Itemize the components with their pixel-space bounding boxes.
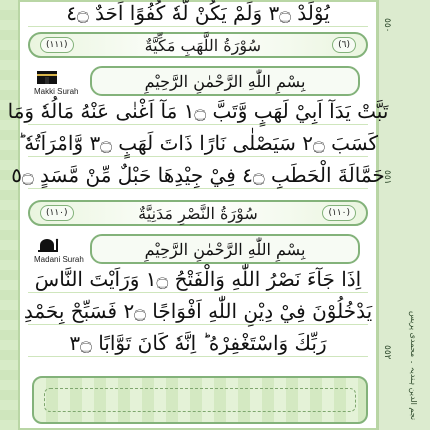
bismillah-box (90, 234, 360, 264)
revelation-place (28, 235, 90, 264)
surah-ayah-count-badge: (١١١) (40, 37, 74, 53)
surah-ayah-count-badge: (١١٠) (40, 205, 74, 221)
revelation-place (28, 67, 90, 96)
ayah-text: رَبِّكَ وَاسْتَغْفِرْهُ ؕ اِنَّهٗ كَانَ تَوَّابًا ۝٣ (69, 331, 327, 355)
surah-title: سُوْرَةُ النَّصْرِ مَدَنِيَّةٌ (138, 203, 258, 223)
bismillah-row-111 (28, 64, 368, 98)
surah-title: سُوْرَةُ اللَّهَبِ مَكِّيَّةٌ (144, 35, 262, 55)
side-number-bottom: ٥٥٢ (382, 345, 392, 360)
surah-number-badge: (١١٠) (322, 205, 356, 221)
margin-vertical-note: نجم الدين ہندیہ ۔ محمدی پریس (409, 310, 418, 420)
ayah-line (7, 98, 389, 125)
surah-header-110 (28, 200, 368, 226)
surah-number-badge: (٦) (332, 37, 356, 53)
ayah-text: تَبَّتْ يَدَآ اَبِيْ لَهَبٍ وَّتَبَّ ۝١ مَآ اَغْنٰى عَنْهُ مَالُهٗ وَمَا (7, 99, 389, 123)
mosque-icon (34, 235, 60, 253)
ayah-text: يُوْلَدْ ۝٣ وَلَمْ يَكُنْ لَّهٗ كُفُوًا اَحَدٌ ۝٤ (66, 1, 330, 25)
kaaba-icon (34, 67, 60, 85)
ayah-line (28, 330, 368, 357)
bottom-ornament (32, 376, 368, 424)
surah-header-111 (28, 32, 368, 58)
ayah-text: اِذَا جَآءَ نَصْرُ اللّٰهِ وَالْفَتْحُ ۝١ وَرَاَيْتَ النَّاسَ (34, 267, 362, 291)
side-number-top: ٥٥٠ (382, 18, 392, 33)
revelation-place-label: Madani Surah (34, 254, 84, 264)
bismillah-row-110 (28, 232, 368, 266)
bismillah-text: بِسْمِ اللّٰهِ الرَّحْمٰنِ الرَّحِيْمِ (144, 239, 306, 259)
left-decorative-border (0, 0, 18, 430)
bismillah-box (90, 66, 360, 96)
ayah-line (23, 298, 373, 325)
side-number-mid: ٥٥١ (382, 170, 392, 185)
bismillah-text: بِسْمِ اللّٰهِ الرَّحْمٰنِ الرَّحِيْمِ (144, 71, 306, 91)
ayah-line (17, 130, 379, 157)
ayah-text: يَدْخُلُوْنَ فِيْ دِيْنِ اللّٰهِ اَفْوَاجًا ۝٢ فَسَبِّحْ بِحَمْدِ (23, 299, 373, 323)
ayah-line (28, 0, 368, 27)
ayah-text: حَمَّالَةَ الْحَطَبِ ۝٤ فِيْ جِيْدِهَا حَبْلٌ مِّنْ مَّسَدٍ ۝٥ (11, 163, 385, 187)
ayah-line (11, 162, 385, 189)
ayah-line (28, 266, 368, 293)
revelation-place-label: Makki Surah (34, 86, 79, 96)
ayah-text: كَسَبَ ۝٢ سَيَصْلٰى نَارًا ذَاتَ لَهَبٍ ۝٣ وَّامْرَاَتُهٗ ؕ (17, 131, 379, 155)
